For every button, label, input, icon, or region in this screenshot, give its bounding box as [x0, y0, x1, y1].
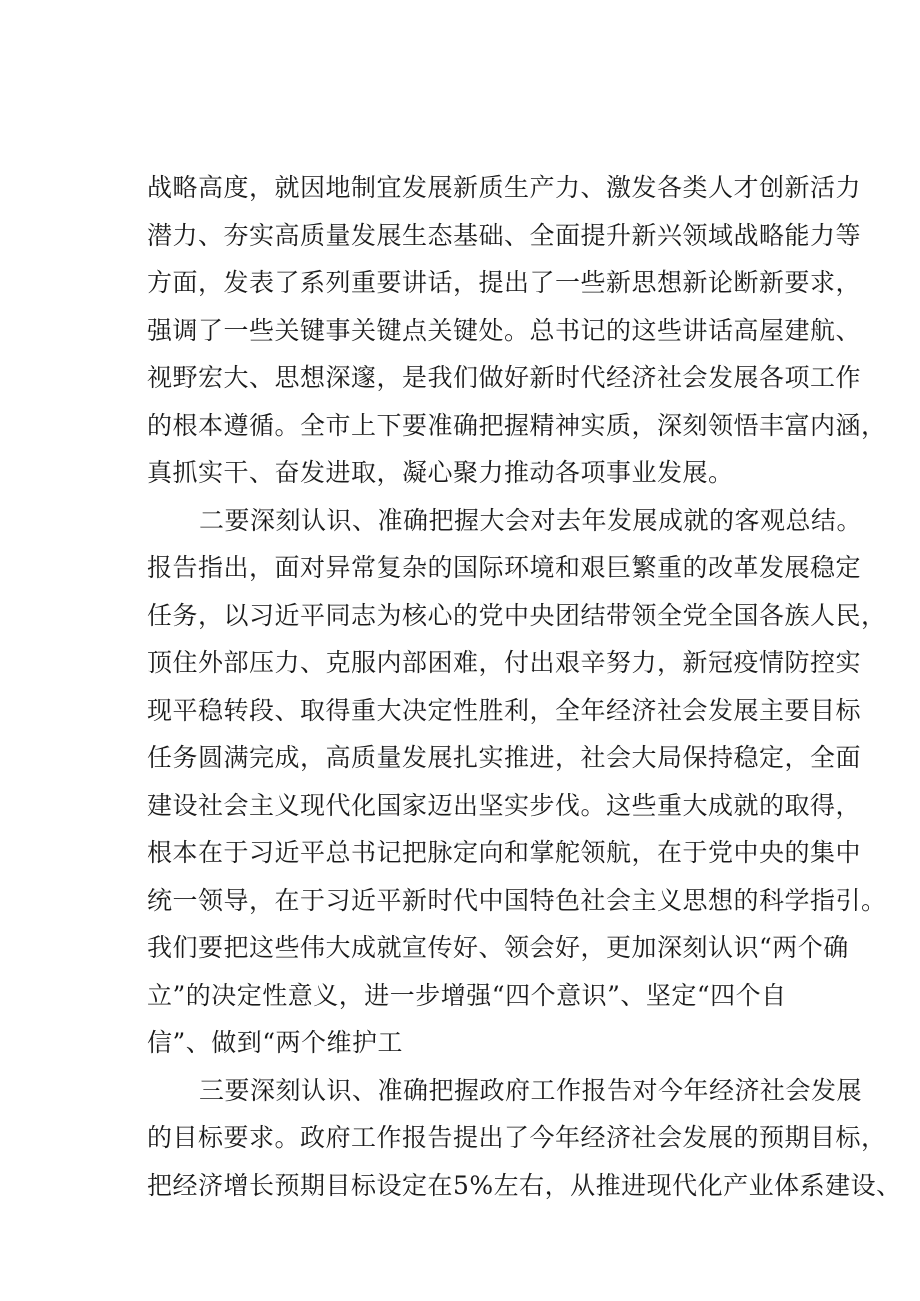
text-line: 顶住外部压力、克服内部困难，付出艰辛努力，新冠疫情防控实 — [147, 648, 862, 677]
text-line: 真抓实干、奋发进取，凝心聚力推动各项事业发展。 — [147, 458, 734, 487]
text-line: 统一领导，在于习近平新时代中国特色社会主义思想的科学指引。 — [147, 885, 887, 915]
text-line: 战略高度，就因地制宜发展新质生产力、激发各类人才创新活力 — [147, 173, 862, 202]
text-line: 根本在于习近平总书记把脉定向和掌舵领航，在于党中央的集中 — [147, 838, 862, 867]
text-line: 现平稳转段、取得重大决定性胜利，全年经济社会发展主要目标 — [147, 695, 862, 725]
text-line: 信”、做到“两个维护工 — [147, 1028, 404, 1057]
text-line: 建设社会主义现代化国家迈出坚实步伐。这些重大成就的取得， — [147, 790, 862, 820]
body-text — [147, 164, 902, 1209]
text-line: 的目标要求。政府工作报告提出了今年经济社会发展的预期目标， — [147, 1123, 887, 1152]
text-line: 立”的决定性意义，进一步增强“四个意识”、坚定“四个自 — [147, 980, 787, 1010]
text-line: 任务圆满完成，高质量发展扎实推进，社会大局保持稳定，全面 — [147, 743, 862, 772]
text-line: 方面，发表了系列重要讲话，提出了一些新思想新论断新要求， — [147, 268, 862, 297]
text-line: 报告指出，面对异常复杂的国际环境和艰巨繁重的改革发展稳定 — [147, 553, 862, 582]
paragraph-start-line: 三要深刻认识、准确把握政府工作报告对今年经济社会发展 — [199, 1075, 863, 1105]
text-line: 把经济增长预期目标设定在5%左右，从推进现代化产业体系建设、 — [147, 1170, 902, 1200]
text-line: 的根本遵循。全市上下要准确把握精神实质，深刻领悟丰富内涵， — [147, 410, 887, 440]
text-line: 强调了一些关键事关键点关键处。总书记的这些讲话高屋建航、 — [147, 315, 862, 345]
text-line: 视野宏大、思想深邃，是我们做好新时代经济社会发展各项工作 — [147, 363, 862, 392]
text-line: 潜力、夯实高质量发展生态基础、全面提升新兴领域战略能力等 — [147, 220, 862, 250]
text-line: 任务，以习近平同志为核心的党中央团结带领全党全国各族人民， — [147, 600, 887, 630]
paragraph-start-line: 二要深刻认识、准确把握大会对去年发展成就的客观总结。 — [199, 505, 863, 535]
text-line: 我们要把这些伟大成就宣传好、领会好，更加深刻认识“两个确 — [147, 933, 849, 962]
